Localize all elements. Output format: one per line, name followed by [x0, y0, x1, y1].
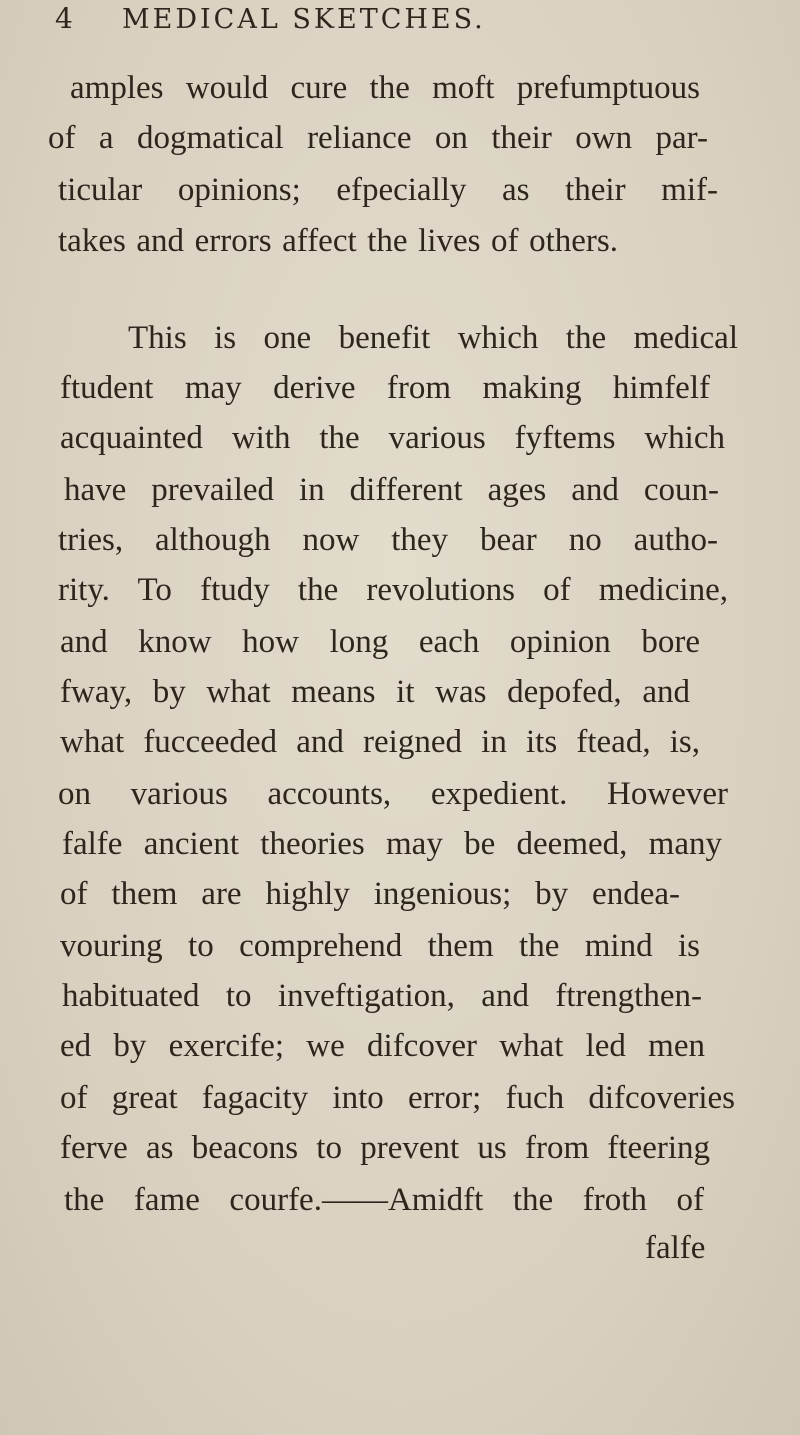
catchword: falfe — [645, 1230, 706, 1266]
text-line: rity. To ftudy the revolutions of medicine, — [58, 572, 728, 608]
text-line: of them are highly ingenious; by endea- — [60, 876, 680, 912]
text-line: ticular opinions; efpecially as their mif- — [58, 172, 718, 208]
page-number: 4 — [55, 2, 73, 35]
text-line: ftudent may derive from making himfelf — [60, 370, 710, 406]
text-line: ed by exercife; we difcover what led men — [60, 1028, 705, 1064]
text-line: the fame courfe.——Amidft the froth of — [64, 1182, 704, 1218]
text-line: falfe ancient theories may be deemed, many — [62, 826, 722, 862]
text-line: ferve as beacons to prevent us from fteering — [60, 1130, 710, 1166]
text-line: vouring to comprehend them the mind is — [60, 928, 700, 964]
text-line: of great fagacity into error; fuch difcoveries — [60, 1080, 735, 1116]
text-line: acquainted with the various fyftems which — [60, 420, 725, 456]
running-title: MEDICAL SKETCHES. — [122, 4, 486, 35]
text-line: This is one benefit which the medical — [128, 320, 738, 356]
text-line: on various accounts, expedient. However — [58, 776, 728, 812]
text-line: amples would cure the moft prefumptuous — [70, 70, 700, 106]
text-line: takes and errors affect the lives of others. — [58, 223, 618, 259]
text-line: what fucceeded and reigned in its ftead, is, — [60, 724, 700, 760]
text-line: tries, although now they bear no autho- — [58, 522, 718, 558]
page-header — [0, 2, 800, 42]
text-line: have prevailed in different ages and coun- — [64, 472, 719, 508]
text-line: and know how long each opinion bore — [60, 624, 700, 660]
text-line: fway, by what means it was depofed, and — [60, 674, 690, 710]
text-line: of a dogmatical reliance on their own par- — [48, 120, 708, 156]
text-line: habituated to inveftigation, and ftrengthen- — [62, 978, 702, 1014]
